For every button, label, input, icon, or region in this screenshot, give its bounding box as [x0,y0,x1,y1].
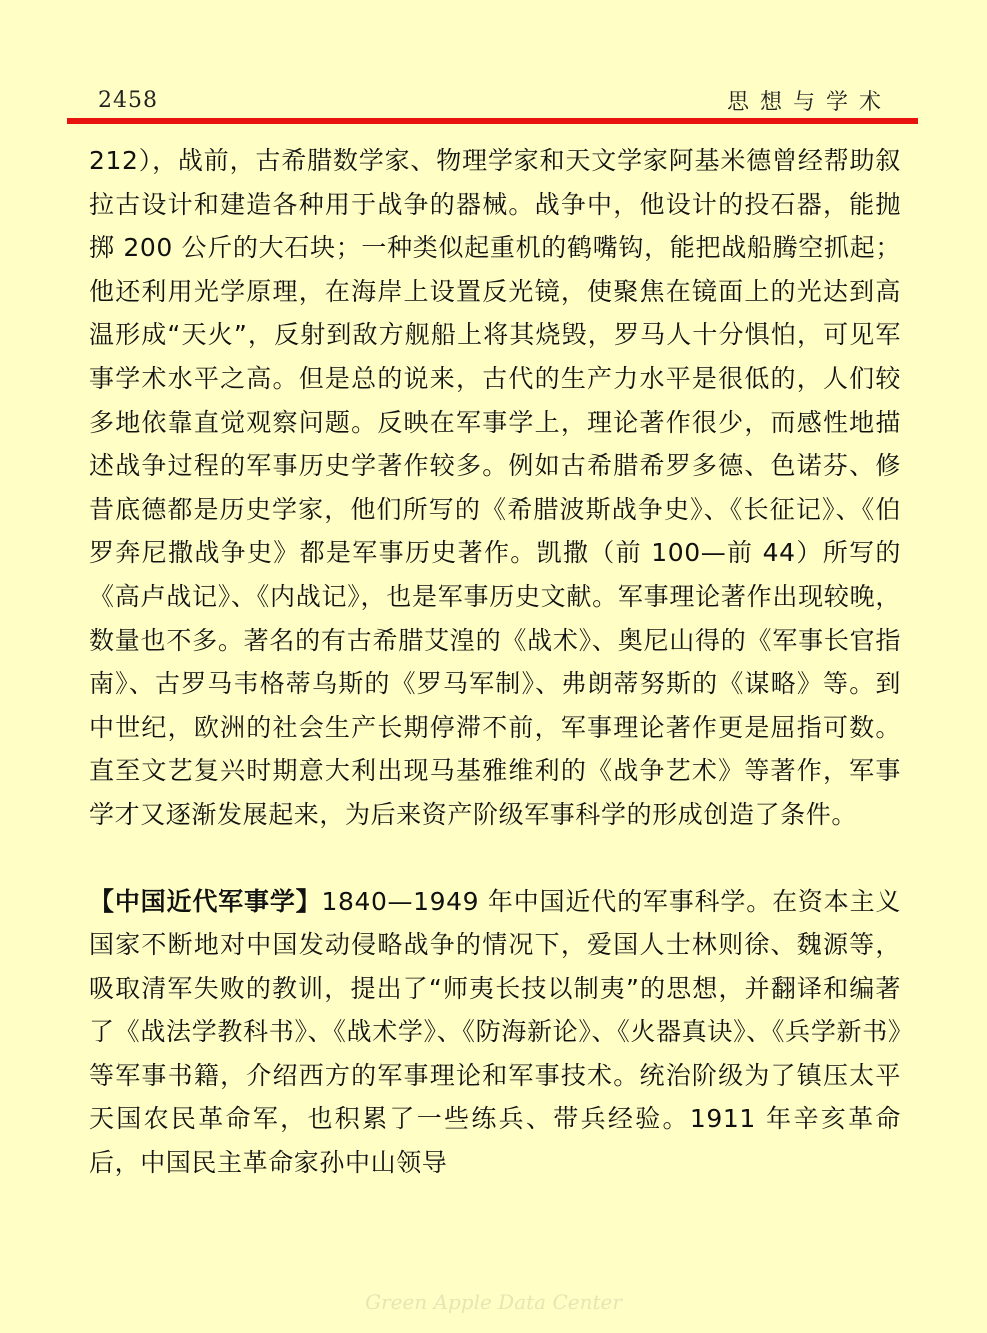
page-number: 2458 [98,88,158,113]
entry-text: 1840—1949 年中国近代的军事科学。在资本主义国家不断地对中国发动侵略战争的情况下，爱国人士林则徐、魏源等，吸取清军失败的教训，提出了“师夷长技以制夷”的思想，并翻译和编著了《战法学教科书》、《战术学》、《防海新论》、《火器真诀》、《兵学新书》等军事书籍，介绍西方的军事理论和军事技术。统治阶级为了镇压太平天国农民革命军，也积累了一些练兵、带兵经验。1911 年辛亥革命后，中国民主革命家孙中山领导 [89,886,902,1178]
watermark: Green Apple Data Center [365,1290,622,1314]
paragraph-ancient-military: 212），战前，古希腊数学家、物理学家和天文学家阿基米德曾经帮助叙拉古设计和建造各种用于战争的器械。战争中，他设计的投石器，能抛掷 200 公斤的大石块；一种类似起重机的鹤嘴钩，能把战船腾空抓起；他还利用光学原理，在海岸上设置反光镜，使聚焦在镜面上的光达到高温形成“天火”，反射到敌方舰船上将其烧毁，罗马人十分惧怕，可见军事学术水平之高。但是总的说来，古代的生产力水平是很低的，人们较多地依靠直觉观察问题。反映在军事学上，理论著作很少，而感性地描述战争过程的军事历史学著作较多。例如古希腊希罗多德、色诺芬、修昔底德都是历史学家，他们所写的《希腊波斯战争史》、《长征记》、《伯罗奔尼撒战争史》都是军事历史著作。凯撒（前 100—前 44）所写的《高卢战记》、《内战记》，也是军事历史文献。军事理论著作出现较晚，数量也不多。著名的有古希腊艾湟的《战术》、奥尼山得的《军事长官指南》、古罗马韦格蒂乌斯的《罗马军制》、弗朗蒂努斯的《谋略》等。到中世纪，欧洲的社会生产长期停滞不前，军事理论著作更是屈指可数。直至文艺复兴时期意大利出现马基雅维利的《战争艺术》等著作，军事学才又逐渐发展起来，为后来资产阶级军事科学的形成创造了条件。 [89,146,901,829]
running-header-title: 思想与学术 [726,90,892,115]
header-rule [67,118,918,124]
body-text [89,139,901,1185]
entry-heading: 【中国近代军事学】 [89,886,322,916]
paragraph-modern-chinese-military [89,880,901,1185]
